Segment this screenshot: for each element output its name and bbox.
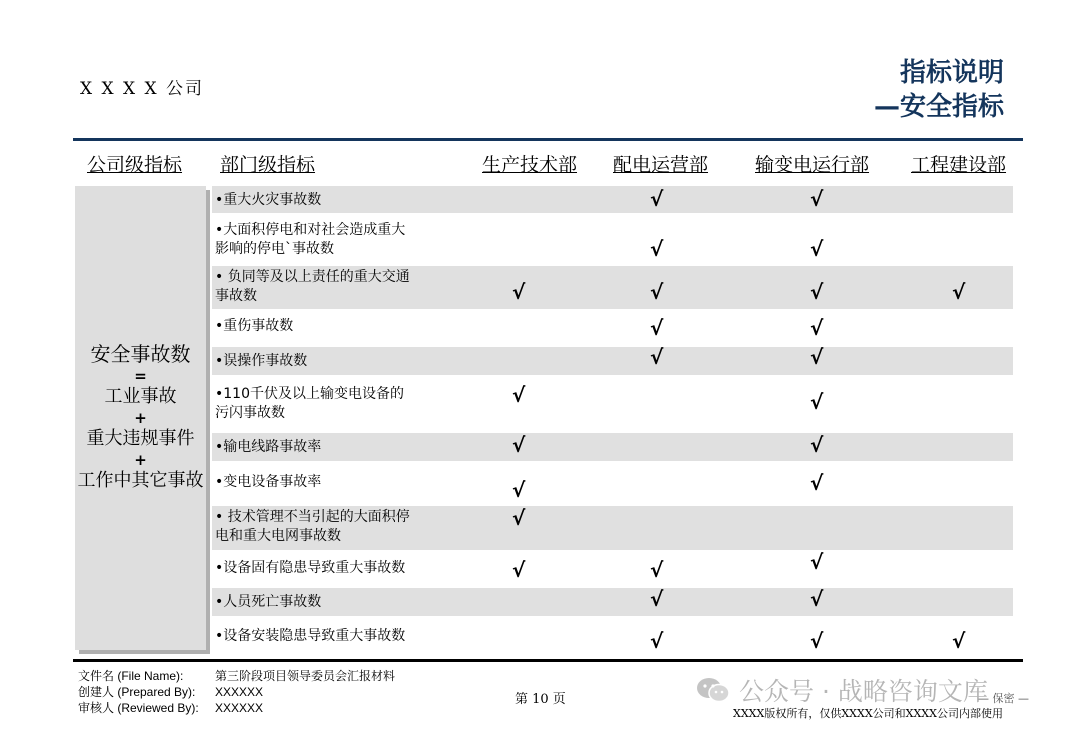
check-mark-icon: √ bbox=[810, 187, 824, 211]
file-name-label: 文件名 (File Name): bbox=[78, 669, 184, 683]
dept-indicator-label: • 负同等及以上责任的重大交通 事故数 bbox=[215, 269, 410, 304]
prepared-by-label: 创建人 (Prepared By): bbox=[78, 685, 196, 699]
check-mark-icon: √ bbox=[650, 280, 664, 304]
panel-item-3: 工作中其它事故 bbox=[77, 470, 204, 491]
check-mark-icon: √ bbox=[512, 558, 526, 582]
prepared-by-value: XXXXXX bbox=[215, 685, 264, 699]
company-name: X X X X 公司 bbox=[80, 79, 205, 99]
table-row bbox=[212, 506, 1013, 550]
check-mark-icon: √ bbox=[810, 280, 824, 304]
check-mark-icon: √ bbox=[810, 433, 824, 457]
panel-plus-1: + bbox=[134, 409, 147, 427]
check-mark-icon: √ bbox=[810, 237, 824, 261]
dept-indicator-label: •110千伏及以上输变电设备的 污闪事故数 bbox=[215, 386, 404, 421]
table-row bbox=[212, 550, 1013, 588]
check-mark-icon: √ bbox=[650, 237, 664, 261]
bottom-rule bbox=[73, 659, 1023, 662]
dept-indicator-label: •大面积停电和对社会造成重大 影响的停电`事故数 bbox=[215, 222, 406, 257]
dept-indicator-label: • 技术管理不当引起的大面积停 电和重大电网事故数 bbox=[215, 509, 410, 544]
col-header-dept-0: 生产技术部 bbox=[482, 154, 578, 176]
check-mark-icon: √ bbox=[650, 629, 664, 653]
table-row bbox=[212, 375, 1013, 433]
check-mark-icon: √ bbox=[650, 587, 664, 611]
watermark bbox=[695, 672, 988, 708]
col-header-dept-1: 配电运营部 bbox=[613, 154, 709, 176]
footer-values bbox=[215, 668, 395, 716]
check-mark-icon: √ bbox=[810, 471, 824, 495]
col-header-dept-3: 工程建设部 bbox=[911, 154, 1007, 176]
panel-item-2: 重大违规事件 bbox=[86, 428, 195, 449]
company-indicator-panel bbox=[75, 186, 206, 650]
dept-indicator-label: •人员死亡事故数 bbox=[215, 594, 322, 610]
title-line-2: —安全指标 bbox=[873, 92, 1004, 122]
title-line-1: 指标说明 bbox=[899, 58, 1004, 88]
panel-main-indicator: 安全事故数 bbox=[90, 342, 191, 366]
col-header-dept-2: 输变电运行部 bbox=[755, 154, 870, 176]
reviewed-by-value: XXXXXX bbox=[215, 701, 264, 715]
table-row bbox=[212, 213, 1013, 266]
confidential-mark: — 保密 — bbox=[978, 692, 1029, 705]
footer-labels bbox=[78, 668, 199, 716]
check-mark-icon: √ bbox=[650, 345, 664, 369]
copyright-notice: XXXX版权所有，仅供XXXX公司和XXXX公司内部使用 bbox=[733, 707, 1003, 720]
dept-indicator-label: •输电线路事故率 bbox=[215, 439, 322, 455]
check-mark-icon: √ bbox=[952, 280, 966, 304]
check-mark-icon: √ bbox=[952, 629, 966, 653]
check-mark-icon: √ bbox=[512, 478, 526, 502]
page-title bbox=[874, 56, 1004, 124]
table-row bbox=[212, 616, 1013, 658]
check-mark-icon: √ bbox=[810, 550, 824, 574]
check-mark-icon: √ bbox=[650, 558, 664, 582]
file-name-value: 第三阶段项目领导委员会汇报材料 bbox=[215, 669, 396, 683]
check-mark-icon: √ bbox=[650, 187, 664, 211]
check-mark-icon: √ bbox=[810, 316, 824, 340]
check-mark-icon: √ bbox=[810, 587, 824, 611]
wechat-icon bbox=[695, 676, 731, 704]
dept-indicator-label: •变电设备事故率 bbox=[215, 474, 322, 490]
watermark-text: 公众号 · 战略咨询文库 bbox=[739, 677, 988, 706]
panel-item-1: 工业事故 bbox=[104, 386, 177, 407]
check-mark-icon: √ bbox=[810, 345, 824, 369]
panel-equals: = bbox=[134, 367, 147, 385]
top-rule bbox=[73, 138, 1023, 141]
check-mark-icon: √ bbox=[810, 629, 824, 653]
table-row bbox=[212, 433, 1013, 461]
dept-indicator-label: •设备安装隐患导致重大事故数 bbox=[215, 628, 406, 644]
table-row bbox=[212, 309, 1013, 347]
page-number: 第 10 页 bbox=[515, 692, 566, 707]
table-row bbox=[212, 461, 1013, 506]
table-row bbox=[212, 186, 1013, 213]
dept-indicator-label: •设备固有隐患导致重大事故数 bbox=[215, 560, 406, 576]
check-mark-icon: √ bbox=[512, 383, 526, 407]
dept-indicator-label: •误操作事故数 bbox=[215, 353, 308, 369]
check-mark-icon: √ bbox=[512, 506, 526, 530]
table-row bbox=[212, 266, 1013, 309]
dept-indicator-label: •重大火灾事故数 bbox=[215, 192, 322, 208]
check-mark-icon: √ bbox=[810, 390, 824, 414]
panel-plus-2: + bbox=[134, 451, 147, 469]
reviewed-by-label: 审核人 (Reviewed By): bbox=[78, 701, 199, 715]
table-row bbox=[212, 588, 1013, 616]
dept-indicator-label: •重伤事故数 bbox=[215, 318, 294, 334]
table-row bbox=[212, 347, 1013, 375]
col-header-company-level: 公司级指标 bbox=[87, 154, 183, 176]
check-mark-icon: √ bbox=[650, 316, 664, 340]
col-header-dept-level: 部门级指标 bbox=[220, 154, 316, 176]
check-mark-icon: √ bbox=[512, 280, 526, 304]
check-mark-icon: √ bbox=[512, 433, 526, 457]
